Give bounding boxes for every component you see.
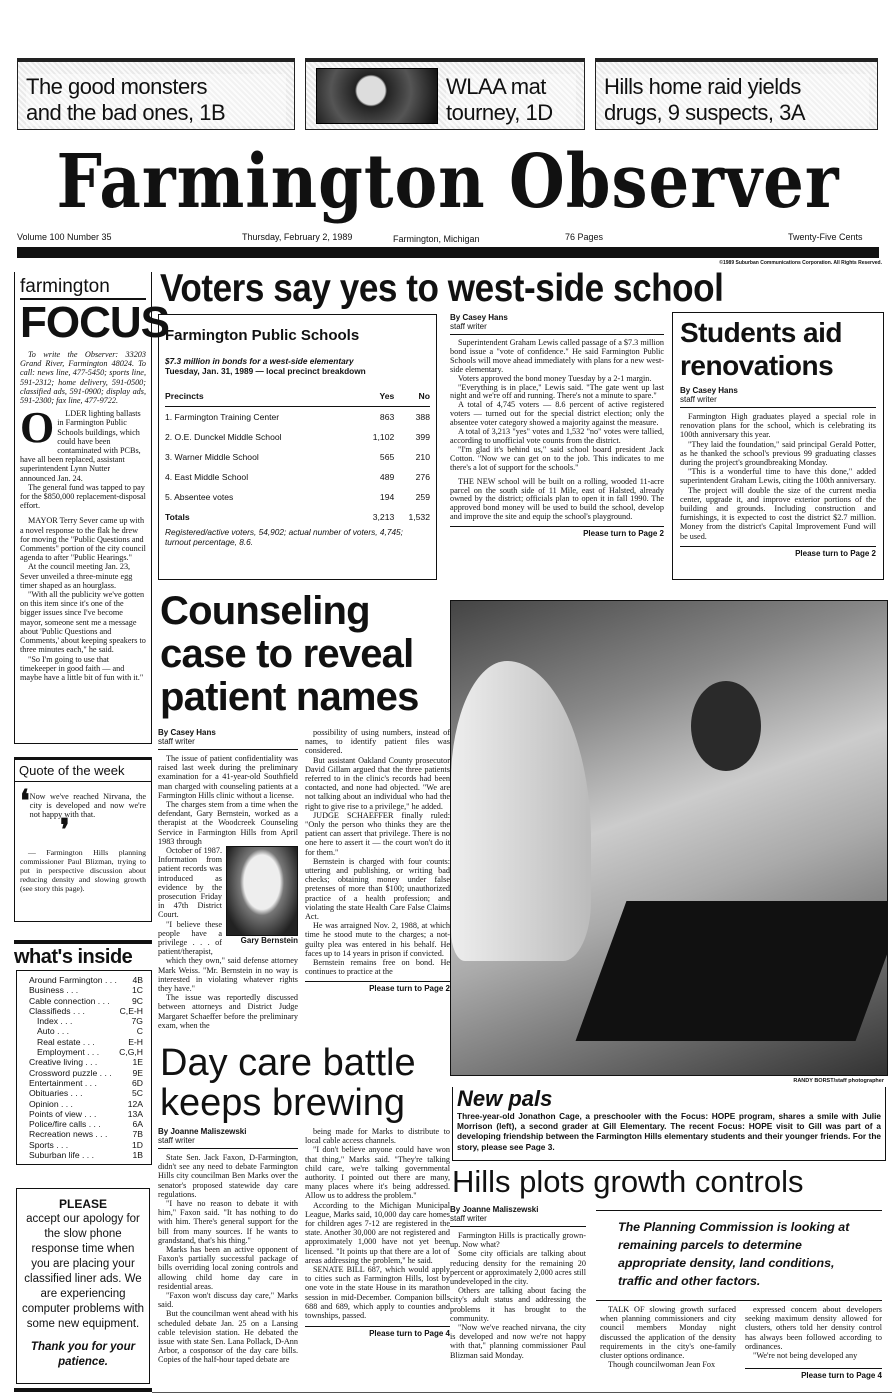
paragraph: A total of 4,745 voters — 8.6 percent of active registered voters — turned out for the special district election; only the absentee voter category showed a majority against the measure.	[450, 400, 664, 428]
notice-title: PLEASE	[58, 1197, 107, 1211]
teaser-line: and the bad ones, 1B	[26, 100, 286, 126]
growth-pullquote: The Planning Commission is looking at remaining parcels to determine appropriate density, land conditions, traffic and other factors.	[596, 1210, 882, 1301]
photo-caption: Gary Bernstein	[240, 936, 298, 946]
paragraph: "I have no reason to debate it with him," Faxon said. "It has nothing to do with him. There's general support for the bill from many sources. If he wants to grandstand, that's his thing."	[158, 1199, 298, 1245]
new-pals-caption-box	[452, 1087, 886, 1161]
inside-page: 1B	[132, 1150, 143, 1161]
inside-item[interactable]	[29, 1119, 143, 1129]
paragraph: JUDGE SCHAEFFER finally ruled: "Only the person who thinks they are the patient can assert that privilege. There is no one here to assert it — the court won't do it for them."	[305, 810, 450, 857]
growth-body	[450, 1231, 586, 1360]
inside-section: Sports . . .	[29, 1139, 69, 1150]
table-row	[165, 447, 430, 467]
col-header: Precincts	[165, 391, 204, 401]
inside-title: what's inside	[14, 946, 133, 968]
focus-title: FOCUS	[20, 298, 169, 347]
paragraph: October of 1987. Information from patient records was introduced as evidence by the prosecution Friday in 47th District Court.	[158, 846, 222, 920]
inside-page: 1D	[132, 1139, 143, 1150]
focus-item-mayor	[20, 516, 146, 682]
paragraph: Others are talking about facing the city's adult status and addressing the problems it has brought to the community.	[450, 1286, 586, 1323]
lead-headline: Voters say yes to west-side school	[160, 267, 724, 310]
paragraph: "They laid the foundation," said principal Gerald Potter, as he thanked the school's previous 99 graduating classes during the project's groundbreaking Monday.	[680, 439, 876, 468]
counseling-article	[158, 728, 450, 1030]
paragraph: "Everything is in place," Lewis said. "The gate went up last night and we're off and running. There's not a minute to spare."	[450, 382, 664, 401]
table-subtitle: $7.3 million in bonds for a west-side elementary	[165, 356, 354, 366]
inside-item[interactable]	[29, 1140, 143, 1150]
inside-section: Crossword puzzle . . .	[29, 1067, 112, 1078]
paragraph: The project will double the size of the current media center, upgrade it, and improve exterior portions of the building and grounds. Including construction and furnishings, it is expected to cost the district $2.7 million. Money from the district's Capital Improvement Fund will be used.	[680, 485, 876, 541]
drop-cap: O	[20, 403, 55, 453]
inside-item[interactable]	[29, 1057, 143, 1067]
paragraph: expressed concern about developers seeking maximum density allowed for clusters, others told her density control has always been followed according to ordinances.	[745, 1305, 882, 1351]
teaser-line: The good monsters	[26, 74, 286, 100]
daycare-col1	[158, 1153, 298, 1365]
col-header: Yes	[379, 391, 395, 401]
counseling-col1b	[158, 846, 222, 956]
students-headline: Students aid renovations	[680, 317, 843, 381]
byline: By Casey Hans	[450, 313, 508, 322]
child-figure	[691, 681, 761, 771]
inside-page: 9E	[132, 1067, 143, 1078]
lead-article	[450, 313, 664, 539]
table-cell: 3,213	[372, 512, 395, 522]
table-cell: 863	[379, 412, 395, 422]
paragraph: Some city officials are talking about reducing density for the remaining 20 percent or approximately 2,000 acres still undeveloped in the city.	[450, 1249, 586, 1287]
vote-table-box	[158, 314, 437, 580]
paragraph: being made for Marks to distribute to local cable access channels.	[305, 1127, 450, 1146]
paragraph: The general fund was tapped to pay for the $850,000 replacement-disposal effort.	[20, 482, 146, 511]
inside-section: Business . . .	[29, 985, 79, 996]
byline: By Joanne Maliszewski	[450, 1205, 539, 1214]
whats-inside	[14, 940, 152, 1165]
growth-headline: Hills plots growth controls	[452, 1164, 804, 1199]
paragraph: "With all the publicity we've gotten on this item since it's one of the bigger issues since I've become mayor, someone sent me a message about 'Public Questions and Comments,' about keeping speakers to three minutes each," he said.	[20, 590, 146, 655]
inside-section: Real estate . . .	[37, 1036, 95, 1047]
table-cell: 2. O.E. Dunckel Middle School	[165, 432, 282, 442]
inside-section: Suburban life . . .	[29, 1150, 94, 1161]
desk	[576, 901, 888, 1041]
girl-figure	[451, 661, 591, 961]
teaser-photo	[316, 68, 438, 124]
notice-text: accept our apology for the slow phone response time when you are placing your classified liner ads. We are experiencing computer problems with some new equipment.	[21, 1213, 145, 1330]
inside-section: Obituaries . . .	[29, 1088, 83, 1099]
paragraph: "I believe these people have a privilege . . . of patient/therapist,	[158, 919, 222, 957]
inside-index	[16, 970, 152, 1165]
inside-item[interactable]	[29, 1016, 143, 1026]
paragraph: Bernstein remains free on bond. He continues to practice at the	[305, 958, 450, 977]
inside-item[interactable]	[29, 1109, 143, 1119]
table-row	[165, 467, 430, 487]
table-cell: 489	[379, 472, 395, 482]
jump-link[interactable]: Please turn to Page 2	[450, 526, 664, 539]
inside-page: C,G,H	[119, 1047, 143, 1058]
paragraph: Though councilwoman Jean Fox	[608, 1360, 716, 1370]
paragraph: The charges stem from a time when the defendant, Gary Bernstein, worked as a therapist at the Woodcreek Counseling Service in Farmington Hills from April 1983 through	[158, 800, 298, 846]
daycare-article	[158, 1127, 450, 1365]
table-cell: 1. Farmington Training Center	[165, 412, 280, 422]
byline-role: staff writer	[450, 1214, 487, 1223]
paragraph: State Sen. Jack Faxon, D-Farmington, didn't see any need to debate Farmington Hills city councilman Ben Marks over the senator's proposed statewide day care regulations.	[158, 1153, 298, 1199]
table-cell: 259	[415, 492, 430, 502]
inside-page: 6A	[132, 1119, 143, 1130]
paragraph: But the councilman went ahead with his scheduled debate Jan. 25 on a Lansing cable television station. He debated the issue with state Sen. Lana Pollack, D-Ann Arbor, a cosponsor of the day care bills. Copies of the half-hour taped debate are	[158, 1309, 298, 1365]
inside-item[interactable]	[29, 1088, 143, 1098]
byline: By Casey Hans	[680, 386, 738, 395]
inside-page: 6D	[132, 1077, 143, 1088]
open-quote-icon: ❛	[20, 785, 30, 818]
bottom-rule	[14, 1388, 152, 1392]
paragraph: which they own," said defense attorney Mark Weiss. "Mr. Bernstein in no way is interested in violating whatever rights they have."	[158, 956, 298, 994]
quote-attribution: — Farmington Hills planning commissioner Paul Blizman, trying to put in perspective discussion about reducing density and slowing growth (see story this page).	[20, 847, 146, 893]
inside-section: Police/fire calls . . .	[29, 1119, 101, 1130]
caption-title: New pals	[457, 1086, 553, 1111]
issue-date: Thursday, February 2, 1989	[242, 232, 353, 242]
teaser-line: WLAA mat	[446, 74, 576, 100]
inside-item[interactable]	[29, 1047, 143, 1057]
inside-item[interactable]	[29, 985, 143, 995]
paragraph: "Now we've reached nirvana, the city is developed and now we're not happy with that," planning commissioner Paul Blizman said Monday.	[450, 1323, 586, 1360]
copyright: ©1989 Suburban Communications Corporation. All Rights Reserved.	[719, 260, 882, 266]
byline-role: staff writer	[680, 395, 717, 404]
inside-page: 1E	[132, 1057, 143, 1068]
paragraph: At the council meeting Jan. 23, Sever unveiled a three-minute egg timer shaped as an hourglass.	[20, 562, 133, 590]
daycare-col2	[305, 1127, 450, 1320]
paragraph: But assistant Oakland County prosecutor David Gillam argued that the three patients referred to in the clinic's records had been contacted, and none had objected. "We are not talking about an individual who had the right to give rise to a privilege," he added.	[305, 755, 450, 811]
inside-section: Index . . .	[37, 1016, 73, 1027]
inside-item[interactable]	[29, 1099, 143, 1109]
paragraph: "This is a wonderful time to have this done," added superintendent Graham Lewis, citing the 100th anniversary.	[680, 467, 876, 486]
teaser-line: drugs, 9 suspects, 3A	[604, 100, 869, 126]
notice-thanks: Thank you for your patience.	[30, 1341, 136, 1368]
inside-page: 1C	[132, 985, 143, 996]
jump-link[interactable]: Please turn to Page 4	[745, 1368, 882, 1381]
col-header: No	[418, 391, 430, 401]
table-cell: 4. East Middle School	[165, 472, 249, 482]
lead-body	[450, 339, 664, 473]
inside-section: Opinion . . .	[29, 1098, 73, 1109]
paragraph: "Faxon won't discuss day care," Marks said.	[158, 1291, 298, 1310]
focus-box	[14, 272, 169, 744]
growth-col1	[450, 1205, 586, 1360]
inside-section: Around Farmington . . .	[29, 975, 117, 985]
jump-link[interactable]: Please turn to Page 2	[680, 546, 876, 559]
caption-text: Three-year-old Jonathon Cage, a preschooler with the Focus: HOPE program, shares a smile with Julie Morrison (left), a second grader at Gill Elementary. The recent Focus: HOPE visit to Gill was part of a developing friendship between the Farmington Hills elementary students and their younger friends. For the story, please see Page 3.	[457, 1111, 881, 1152]
inside-item[interactable]	[29, 1006, 143, 1016]
growth-col2	[600, 1305, 736, 1369]
inside-page: 7B	[132, 1129, 143, 1140]
table-row	[165, 427, 430, 447]
counseling-headline: Counseling case to reveal patient names	[160, 589, 419, 719]
photo-credit: RANDY BORST/staff photographer	[793, 1078, 884, 1084]
new-pals-photo	[450, 600, 888, 1076]
inside-section: Recreation news . . .	[29, 1129, 108, 1140]
growth-col3	[745, 1305, 882, 1381]
inside-section: Auto . . .	[37, 1026, 70, 1037]
table-cell: 1,102	[372, 432, 395, 442]
daycare-headline	[160, 1043, 416, 1123]
apology-notice	[16, 1188, 150, 1384]
inside-page: 5C	[132, 1088, 143, 1099]
inside-item[interactable]	[29, 1068, 143, 1078]
table-row	[165, 487, 430, 507]
students-body	[680, 412, 876, 541]
paragraph: "I don't believe anyone could have won that thing," Marks said. "They're talking child care, we're talking governmental authority. I pointed out there are many, many places where it's being addressed. Allow us to address the problem."	[305, 1145, 450, 1201]
quote-box	[14, 757, 152, 922]
byline: By Joanne Maliszewski	[158, 1127, 247, 1136]
inside-item[interactable]	[29, 996, 143, 1006]
paragraph: Superintendent Graham Lewis called passage of a $7.3 million bond issue a "vote of confidence." He said Farmington Public Schools will move ahead immediately with plans for a new west-side elementary.	[450, 338, 664, 374]
inside-page: C,E-H	[119, 1005, 143, 1016]
inside-page: 4B	[132, 975, 143, 985]
jump-link[interactable]: Please turn to Page 4	[305, 1326, 450, 1339]
paragraph: possibility of using numbers, instead of names, to identify patient files was considered.	[305, 728, 450, 756]
teaser-monsters[interactable]	[17, 58, 295, 130]
inside-item[interactable]	[29, 975, 143, 985]
table-row	[165, 407, 430, 428]
page-count: 76 Pages	[565, 232, 604, 242]
growth-body	[600, 1305, 736, 1369]
inside-section: Employment . . .	[37, 1047, 100, 1058]
table-cell: Totals	[165, 512, 190, 522]
headline-line: keeps brewing	[160, 1082, 406, 1124]
inside-page: 12A	[127, 1098, 143, 1109]
quote-text: Now we've reached Nirvana, the city is developed and now we're not happy with that.	[29, 792, 146, 820]
table-cell: 194	[379, 492, 395, 502]
paragraph: THE NEW school will be built on a rolling, wooded 11-acre parcel on the south side of 11 Mile, east of Halsted, already owned by the district; officials plan to open it in fall 1990. The approved bond money will be used to build the school, develop and improve the site and equip the school's playground.	[450, 476, 664, 522]
focus-contact: To write the Observer: 33203 Grand River, Farmington 48024. To call: news line, 477-5450; sports line, 591-2312; home delivery, 591-0500; classified ads, 591-0900; display ads, 591-2300; fax line, 477-9722.	[20, 350, 146, 406]
location: Farmington, Michigan	[393, 234, 480, 244]
table-cell: 276	[415, 472, 430, 482]
inside-section: Creative living . . .	[29, 1057, 98, 1068]
table-cell: 399	[415, 432, 430, 442]
inside-page: E-H	[128, 1036, 143, 1047]
inside-item[interactable]	[29, 1129, 143, 1139]
counseling-col2	[305, 728, 450, 976]
paragraph: Bernstein is charged with four counts: uttering and publishing, or writing bad checks; obtaining money under false pretenses of more than $100; unauthorized practice of a health profession; and violating the state Health Care False Claims Act.	[305, 856, 450, 922]
byline-role: staff writer	[450, 322, 487, 331]
paragraph: Voters approved the bond money Tuesday by a 2-1 margin.	[458, 373, 652, 383]
counseling-col1c	[158, 956, 298, 1030]
paragraph: Farmington High graduates played a special role in renovation plans for the school, which is celebrating its 100th anniversary this year.	[680, 412, 876, 440]
inside-section: Cable connection . . .	[29, 995, 110, 1006]
masthead-title: Farmington Observer	[56, 139, 840, 226]
masthead-rule	[17, 247, 879, 258]
table-cell: 565	[379, 452, 395, 462]
quote-title: Quote of the week	[15, 760, 151, 782]
byline: By Casey Hans	[158, 728, 216, 737]
table-cell: 388	[415, 412, 430, 422]
inside-item[interactable]	[29, 1150, 143, 1160]
headline-line: Day care battle	[160, 1042, 416, 1084]
teaser-raid[interactable]	[595, 58, 878, 130]
inside-page: 7G	[131, 1016, 143, 1027]
inside-item[interactable]	[29, 1026, 143, 1036]
focus-kicker: farmington	[20, 276, 146, 300]
table-header-row	[165, 386, 430, 407]
teaser-wlaa[interactable]	[305, 58, 585, 130]
paragraph: A total of 3,213 "yes" votes and 1,532 "no" votes were tallied, according to unofficial vote counts from the district.	[450, 427, 664, 445]
table-subtitle: Tuesday, Jan. 31, 1989 — local precinct breakdown	[165, 366, 366, 376]
precinct-table	[165, 386, 430, 527]
paragraph: Farmington Hills is practically grown-up. Now what?	[450, 1231, 586, 1250]
paragraph: TALK OF slowing growth surfaced when planning commissioners and city council members Monday night discussed the application of the density requirements in the city's one-family cluster options ordinance.	[600, 1305, 736, 1361]
close-quote-icon: ❜	[60, 813, 70, 847]
page-bottom-rule	[152, 1392, 892, 1393]
inside-item[interactable]	[29, 1037, 143, 1047]
paragraph: The issue was reportedly discussed between attorneys and District Judge Margaret Schaeffer before the preliminary exam, when the	[158, 993, 298, 1030]
jump-link[interactable]: Please turn to Page 2	[305, 981, 450, 994]
inside-section: Entertainment . . .	[29, 1077, 97, 1088]
table-cell: 5. Absentee votes	[165, 492, 234, 502]
inside-item[interactable]	[29, 1078, 143, 1088]
totals-row	[165, 507, 430, 527]
price: Twenty-Five Cents	[788, 232, 863, 242]
table-title: Farmington Public Schools	[165, 327, 360, 344]
volume-number: Volume 100 Number 35	[17, 232, 112, 242]
inside-page: 13A	[127, 1108, 143, 1119]
teaser-line: Hills home raid yields	[604, 74, 869, 100]
byline-role: staff writer	[158, 1136, 195, 1145]
paragraph: SENATE BILL 687, which would apply to cities such as Farmington Hills, lost by one vote in the state House in its marathon session in mid-December. Companion bills 688 and 689, which apply to counties and townships, passed.	[305, 1265, 450, 1321]
byline-role: staff writer	[158, 737, 195, 746]
table-note: Registered/active voters, 54,902; actual number of voters, 4,745; turnout percentage, 8.6.	[165, 527, 403, 547]
paragraph: Marks has been an active opponent of Faxon's partially successful package of bills overriding local zoning controls and allowing child home day care in residential areas.	[158, 1245, 298, 1291]
table-cell: 210	[415, 452, 430, 462]
paragraph: He was arraigned Nov. 2, 1988, at which time he stood mute to the charges; a not-guilty plea was entered in his behalf. He faces up to 14 years in prison if convicted.	[305, 921, 450, 958]
students-box	[672, 312, 884, 580]
paragraph: "We're not being developed any	[753, 1351, 858, 1361]
paragraph: "I'm glad it's behind us," said school board president Jack Cotton. "Now we can get on to the job. This indicates to me there's a lot of support for the schools."	[450, 444, 664, 472]
bernstein-photo	[226, 846, 298, 936]
lead-body-2	[450, 478, 664, 523]
paragraph: LDER lighting ballasts in Farmington Public Schools buildings, which could have been contaminated with PCBs, have all been replaced, assistant superintendent Lynn Nutter announced Jan. 24.	[20, 409, 141, 483]
counseling-col1	[158, 754, 298, 846]
growth-body	[745, 1305, 882, 1360]
paragraph: According to the Michigan Municipal League, Marks said, 10,000 day care homes for children ages 7-12 are registered in the state. Another 30,000 are not registered and approximately 1,000 have not yet been licensed. "It points up that there are a lot of areas addressing the problem," he said.	[305, 1200, 450, 1265]
paragraph: The issue of patient confidentiality was raised last week during the preliminary examination for a 41-year-old Southfield man charged with counseling patients at a Farmington Hills clinic without a license.	[158, 754, 298, 800]
paragraph: "So I'm going to use that timekeeper in good faith — and maybe have a little bit of fun with it."	[20, 654, 144, 682]
table-cell: 1,532	[408, 512, 430, 522]
paragraph: MAYOR Terry Sever came up with a novel response to the flak he drew for moving the "Public Questions and Comments" portion of the city council agenda to after "Public Hearings."	[20, 516, 146, 563]
table-cell: 3. Warner Middle School	[165, 452, 259, 462]
inside-page: C	[136, 1026, 143, 1037]
inside-section: Points of view . . .	[29, 1108, 97, 1119]
inside-section: Classifieds . . .	[29, 1005, 85, 1016]
teaser-line: tourney, 1D	[446, 100, 576, 126]
inside-page: 9C	[132, 995, 143, 1006]
